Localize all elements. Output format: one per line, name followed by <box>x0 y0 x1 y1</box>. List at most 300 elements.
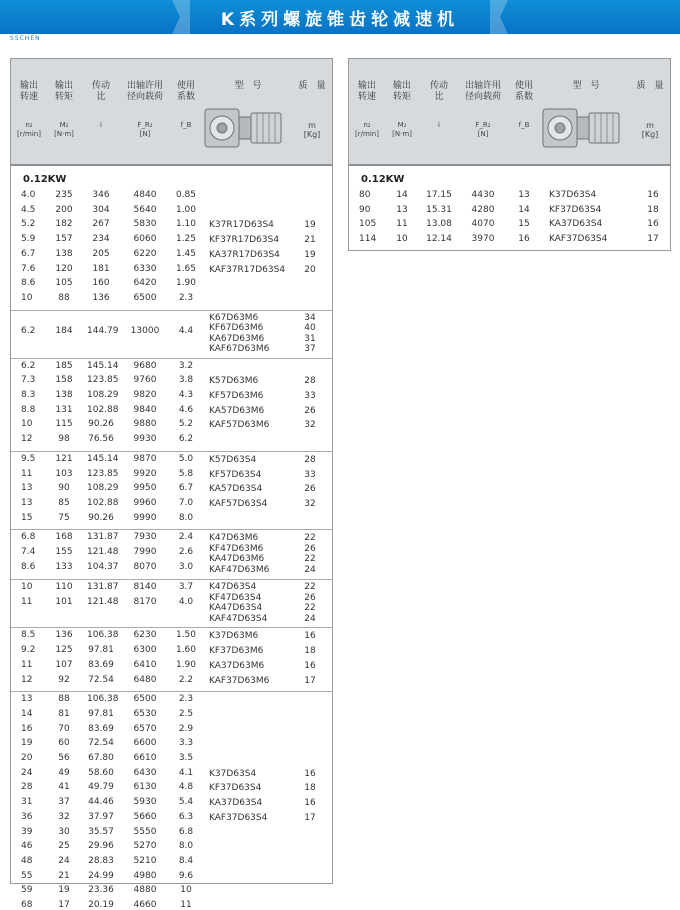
cell: 19 <box>58 885 70 896</box>
cell: 90 <box>58 483 70 494</box>
model-name: KA57D63S4 <box>209 484 263 495</box>
cell: 8.8 <box>21 404 36 415</box>
header-mass: 质 量 <box>298 81 326 91</box>
title-banner <box>0 0 680 34</box>
model-name: KF37R17D63S4 <box>209 235 280 246</box>
cell: 35.57 <box>88 826 114 837</box>
model-mass: 16 <box>304 631 316 642</box>
cell: 11 <box>21 659 33 670</box>
cell: 16 <box>21 723 33 734</box>
cell: 181 <box>92 263 110 274</box>
cell: 8070 <box>133 561 157 572</box>
cell: 83.69 <box>88 659 114 670</box>
cell: 9760 <box>133 375 157 386</box>
model-mass: 20 <box>304 264 316 275</box>
model-name: KA37D63S4 <box>549 219 603 230</box>
model-mass: 17 <box>647 234 659 245</box>
cell: 3970 <box>471 234 495 245</box>
cell: 6480 <box>133 674 157 685</box>
cell: 6410 <box>133 659 157 670</box>
model-mass: 37 <box>304 344 316 355</box>
model-mass: 26 <box>304 543 316 554</box>
cell: 5830 <box>133 219 157 230</box>
cell: 6220 <box>133 248 157 259</box>
cell: 5.2 <box>21 219 36 230</box>
cell: 24.99 <box>88 870 114 881</box>
model-name: K47D63S4 <box>209 582 257 593</box>
model-name: KA37R17D63S4 <box>209 249 280 260</box>
cell: 3.5 <box>178 753 194 763</box>
model-mass: 19 <box>304 249 316 260</box>
cell: 1.45 <box>175 248 197 259</box>
model-mass: 28 <box>304 454 316 465</box>
cell: 121 <box>55 453 73 464</box>
cell: 67.80 <box>88 753 114 763</box>
header-factor: 使用 系数 <box>176 81 195 102</box>
model-mass: 16 <box>647 190 659 200</box>
cell: 6.8 <box>178 826 194 837</box>
gear-motor-icon <box>203 105 285 151</box>
model-mass: 16 <box>304 798 316 809</box>
model-name: KF57D63S4 <box>209 469 262 480</box>
cell: 5210 <box>133 855 157 866</box>
cell: 13 <box>21 497 33 508</box>
model-mass: 19 <box>304 220 316 231</box>
cell: 6430 <box>133 767 157 778</box>
banner-chevron-right-icon <box>490 0 530 34</box>
model-name: KAF37D63M6 <box>209 675 270 686</box>
cell: 72.54 <box>88 738 114 749</box>
cell: 15.31 <box>426 204 452 215</box>
cell: 20 <box>21 753 33 763</box>
group-separator <box>11 310 332 311</box>
cell: 103 <box>55 468 73 479</box>
cell: 6610 <box>133 753 157 763</box>
cell: 98 <box>58 434 70 445</box>
cell: 5.2 <box>178 419 194 430</box>
cell: 7.6 <box>21 263 36 274</box>
cell: 1.00 <box>175 204 197 215</box>
cell: 90.26 <box>88 419 114 430</box>
model-mass: 32 <box>304 420 316 431</box>
model-name: KAF57D63S4 <box>209 498 268 509</box>
cell: 123.85 <box>87 375 119 386</box>
cell: 160 <box>92 278 110 289</box>
brand-subtitle: SSCHEN <box>10 35 41 42</box>
model-mass: 18 <box>304 783 316 794</box>
model-name: KA47D63S4 <box>209 603 263 614</box>
model-name: K57D63M6 <box>209 376 259 387</box>
model-name: K37D63S4 <box>549 190 597 200</box>
cell: 11 <box>21 468 33 479</box>
header-ratio: 传动 比 <box>429 81 448 102</box>
cell: 9880 <box>133 419 157 430</box>
left-spec-table <box>10 58 333 910</box>
cell: 90.26 <box>88 512 114 523</box>
cell: 6130 <box>133 782 157 793</box>
cell: 234 <box>92 234 110 245</box>
header-torque: 输出 转矩 <box>54 81 73 102</box>
cell: 12.14 <box>426 234 452 245</box>
cell: 4840 <box>133 190 157 200</box>
cell: 25 <box>58 841 70 852</box>
cell: 131.87 <box>87 532 119 543</box>
model-name: KF67D63M6 <box>209 323 264 334</box>
cell: 158 <box>55 375 73 386</box>
header-model: 型 号 <box>572 81 600 91</box>
header-load: 出轴许用 径向载荷 <box>464 81 501 102</box>
cell: 1.50 <box>175 630 197 641</box>
cell: 70 <box>58 723 70 734</box>
cell: 8.0 <box>178 841 194 852</box>
symbol-factor: f_B <box>180 121 192 129</box>
model-mass: 33 <box>304 391 316 401</box>
symbol-torque: M₂ [N·m] <box>392 121 412 138</box>
cell: 1.25 <box>175 234 197 245</box>
cell: 24 <box>58 855 70 866</box>
cell: 56 <box>58 753 70 763</box>
model-mass: 26 <box>304 484 316 495</box>
model-name: KF37D63M6 <box>209 646 264 657</box>
cell: 5.8 <box>178 468 194 479</box>
group-separator <box>11 627 332 628</box>
cell: 9990 <box>133 512 157 523</box>
model-name: KF57D63M6 <box>209 391 264 401</box>
symbol-ratio: i <box>438 121 440 129</box>
cell: 4980 <box>133 870 157 881</box>
cell: 4070 <box>471 219 495 230</box>
symbol-torque: M₂ [N·m] <box>54 121 74 138</box>
group-separator <box>11 691 332 692</box>
cell: 72.54 <box>88 674 114 685</box>
cell: 8140 <box>133 582 157 593</box>
group-separator <box>11 579 332 580</box>
model-name: K67D63M6 <box>209 312 259 323</box>
cell: 4.1 <box>178 767 194 778</box>
model-mass: 16 <box>304 768 316 779</box>
cell: 4.4 <box>178 326 194 337</box>
cell: 101 <box>55 597 73 608</box>
cell: 182 <box>55 219 73 230</box>
cell: 44.46 <box>88 797 114 808</box>
cell: 58.60 <box>88 767 114 778</box>
cell: 2.5 <box>178 708 194 719</box>
model-mass: 22 <box>304 533 316 544</box>
model-mass: 24 <box>304 613 316 624</box>
cell: 2.6 <box>178 547 194 557</box>
cell: 4.5 <box>21 204 36 215</box>
group-separator <box>11 358 332 359</box>
cell: 49.79 <box>88 782 114 793</box>
cell: 81 <box>58 708 70 719</box>
cell: 5660 <box>133 811 157 822</box>
cell: 115 <box>55 419 73 430</box>
cell: 13 <box>518 190 530 200</box>
model-name: K37R17D63S4 <box>209 220 274 231</box>
cell: 5930 <box>133 797 157 808</box>
cell: 90 <box>359 204 371 215</box>
cell: 9870 <box>133 453 157 464</box>
cell: 2.9 <box>178 723 194 734</box>
header-factor: 使用 系数 <box>514 81 533 102</box>
model-mass: 16 <box>647 219 659 230</box>
model-name: KA57D63M6 <box>209 405 265 416</box>
cell: 4660 <box>133 900 157 910</box>
model-mass: 31 <box>304 333 316 344</box>
cell: 23.36 <box>88 885 114 896</box>
symbol-speed: n₂ [r/min] <box>355 121 379 138</box>
cell: 13000 <box>130 326 160 337</box>
cell: 9950 <box>133 483 157 494</box>
cell: 15 <box>518 219 530 230</box>
cell: 60 <box>58 738 70 749</box>
cell: 125 <box>55 645 73 656</box>
cell: 10 <box>21 582 33 593</box>
model-mass: 33 <box>304 469 316 480</box>
cell: 107 <box>55 659 73 670</box>
cell: 97.81 <box>88 708 114 719</box>
cell: 9920 <box>133 468 157 479</box>
table-header <box>11 59 332 166</box>
cell: 2.4 <box>178 532 194 543</box>
symbol-load: F_R₂ [N] <box>475 121 491 138</box>
cell: 5270 <box>133 841 157 852</box>
cell: 168 <box>55 532 73 543</box>
cell: 5.9 <box>21 234 36 245</box>
model-name: KAF67D63M6 <box>209 344 270 355</box>
symbol-mass: m [Kg] <box>641 121 659 139</box>
symbol-ratio: i <box>100 121 102 129</box>
model-name: KAF47D63M6 <box>209 564 270 575</box>
cell: 136 <box>55 630 73 641</box>
cell: 155 <box>55 547 73 557</box>
cell: 145.14 <box>87 360 119 371</box>
cell: 10 <box>396 234 408 245</box>
cell: 121.48 <box>87 547 119 557</box>
cell: 48 <box>21 855 33 866</box>
cell: 13 <box>21 694 33 705</box>
header-speed: 输出 转速 <box>357 81 376 102</box>
cell: 131.87 <box>87 582 119 593</box>
cell: 1.60 <box>175 645 197 656</box>
cell: 6420 <box>133 278 157 289</box>
model-mass: 22 <box>304 554 316 565</box>
cell: 36 <box>21 811 33 822</box>
cell: 6570 <box>133 723 157 734</box>
cell: 6.7 <box>178 483 194 494</box>
table-header <box>349 59 670 166</box>
model-mass: 32 <box>304 498 316 509</box>
cell: 7930 <box>133 532 157 543</box>
cell: 9930 <box>133 434 157 445</box>
cell: 102.88 <box>87 404 119 415</box>
cell: 28 <box>21 782 33 793</box>
model-name: KAF37D63S4 <box>549 234 608 245</box>
cell: 11 <box>21 597 33 608</box>
header-mass: 质 量 <box>636 81 664 91</box>
cell: 9820 <box>133 390 157 400</box>
cell: 1.65 <box>175 263 197 274</box>
cell: 235 <box>55 190 73 200</box>
cell: 85 <box>58 497 70 508</box>
cell: 28.83 <box>88 855 114 866</box>
cell: 1.10 <box>175 219 197 230</box>
model-name: K37D63S4 <box>209 768 257 779</box>
cell: 106.38 <box>87 694 119 705</box>
cell: 32 <box>58 811 70 822</box>
model-name: KA37D63M6 <box>209 660 265 671</box>
cell: 24 <box>21 767 33 778</box>
cell: 5640 <box>133 204 157 215</box>
model-name: KA47D63M6 <box>209 554 265 565</box>
cell: 3.2 <box>178 360 194 371</box>
cell: 8170 <box>133 597 157 608</box>
cell: 37.97 <box>88 811 114 822</box>
model-mass: 26 <box>304 592 316 603</box>
symbol-speed: n₂ [r/min] <box>17 121 41 138</box>
cell: 267 <box>92 219 110 230</box>
model-mass: 40 <box>304 323 316 334</box>
cell: 120 <box>55 263 73 274</box>
cell: 121.48 <box>87 597 119 608</box>
cell: 3.7 <box>178 582 194 593</box>
cell: 41 <box>58 782 70 793</box>
cell: 6.2 <box>21 360 36 371</box>
cell: 185 <box>55 360 73 371</box>
cell: 10 <box>21 419 33 430</box>
header-speed: 输出 转速 <box>19 81 38 102</box>
cell: 6060 <box>133 234 157 245</box>
cell: 3.8 <box>178 375 194 386</box>
model-name: KF37D63S4 <box>549 204 602 215</box>
cell: 55 <box>21 870 33 881</box>
cell: 17.15 <box>426 190 452 200</box>
cell: 8.6 <box>21 561 36 572</box>
model-mass: 17 <box>304 675 316 686</box>
cell: 136 <box>92 292 110 303</box>
cell: 88 <box>58 694 70 705</box>
cell: 8.0 <box>178 512 194 523</box>
header-torque: 输出 转矩 <box>392 81 411 102</box>
cell: 46 <box>21 841 33 852</box>
cell: 9.5 <box>21 453 36 464</box>
cell: 8.4 <box>178 855 194 866</box>
cell: 9680 <box>133 360 157 371</box>
cell: 9.2 <box>21 645 36 656</box>
cell: 205 <box>92 248 110 259</box>
cell: 14 <box>396 190 408 200</box>
gear-motor-icon <box>541 105 623 151</box>
cell: 6.7 <box>21 248 36 259</box>
cell: 21 <box>58 870 70 881</box>
cell: 68 <box>21 900 33 910</box>
cell: 97.81 <box>88 645 114 656</box>
cell: 9960 <box>133 497 157 508</box>
cell: 200 <box>55 204 73 215</box>
cell: 8.6 <box>21 278 36 289</box>
cell: 76.56 <box>88 434 114 445</box>
group-separator <box>11 451 332 452</box>
cell: 4880 <box>133 885 157 896</box>
cell: 6.8 <box>21 532 36 543</box>
cell: 7.4 <box>21 547 36 557</box>
cell: 16 <box>518 234 530 245</box>
cell: 59 <box>21 885 33 896</box>
symbol-factor: f_B <box>518 121 530 129</box>
model-name: KAF47D63S4 <box>209 613 268 624</box>
cell: 37 <box>58 797 70 808</box>
cell: 39 <box>21 826 33 837</box>
cell: 138 <box>55 248 73 259</box>
cell: 4.0 <box>178 597 194 608</box>
cell: 5550 <box>133 826 157 837</box>
cell: 9.6 <box>178 870 194 881</box>
cell: 0.85 <box>175 190 197 200</box>
cell: 8.3 <box>21 390 36 400</box>
cell: 4.8 <box>178 782 194 793</box>
cell: 13 <box>396 204 408 215</box>
model-mass: 28 <box>304 376 316 387</box>
cell: 110 <box>55 582 73 593</box>
cell: 4.6 <box>178 404 194 415</box>
cell: 102.88 <box>87 497 119 508</box>
cell: 7.0 <box>178 497 194 508</box>
model-name: KF37D63S4 <box>209 783 262 794</box>
cell: 5.0 <box>178 453 194 464</box>
model-name: K37D63M6 <box>209 631 259 642</box>
cell: 144.79 <box>87 326 119 337</box>
cell: 6.2 <box>178 434 194 445</box>
cell: 13 <box>21 483 33 494</box>
cell: 2.3 <box>178 292 194 303</box>
cell: 3.3 <box>178 738 194 749</box>
group-separator <box>11 529 332 530</box>
cell: 1.90 <box>175 659 197 670</box>
cell: 133 <box>55 561 73 572</box>
cell: 6330 <box>133 263 157 274</box>
cell: 106.38 <box>87 630 119 641</box>
model-name: K57D63S4 <box>209 454 257 465</box>
cell: 14 <box>518 204 530 215</box>
cell: 11 <box>180 900 192 910</box>
cell: 6230 <box>133 630 157 641</box>
cell: 13.08 <box>426 219 452 230</box>
model-name: KF47D63M6 <box>209 543 264 554</box>
cell: 29.96 <box>88 841 114 852</box>
model-name: KF47D63S4 <box>209 592 262 603</box>
symbol-load: F_R₂ [N] <box>137 121 153 138</box>
cell: 20.19 <box>88 900 114 910</box>
model-mass: 21 <box>304 235 316 246</box>
cell: 7990 <box>133 547 157 557</box>
cell: 6300 <box>133 645 157 656</box>
cell: 19 <box>21 738 33 749</box>
power-rating: 0.12KW <box>361 174 405 185</box>
cell: 131 <box>55 404 73 415</box>
cell: 114 <box>359 234 377 245</box>
cell: 346 <box>92 190 110 200</box>
model-name: KAF37R17D63S4 <box>209 264 286 275</box>
model-mass: 26 <box>304 405 316 416</box>
cell: 8.5 <box>21 630 36 641</box>
cell: 1.90 <box>175 278 197 289</box>
cell: 105 <box>55 278 73 289</box>
cell: 80 <box>359 190 371 200</box>
model-name: KAF37D63S4 <box>209 812 268 823</box>
model-mass: 18 <box>304 646 316 657</box>
cell: 31 <box>21 797 33 808</box>
cell: 6530 <box>133 708 157 719</box>
